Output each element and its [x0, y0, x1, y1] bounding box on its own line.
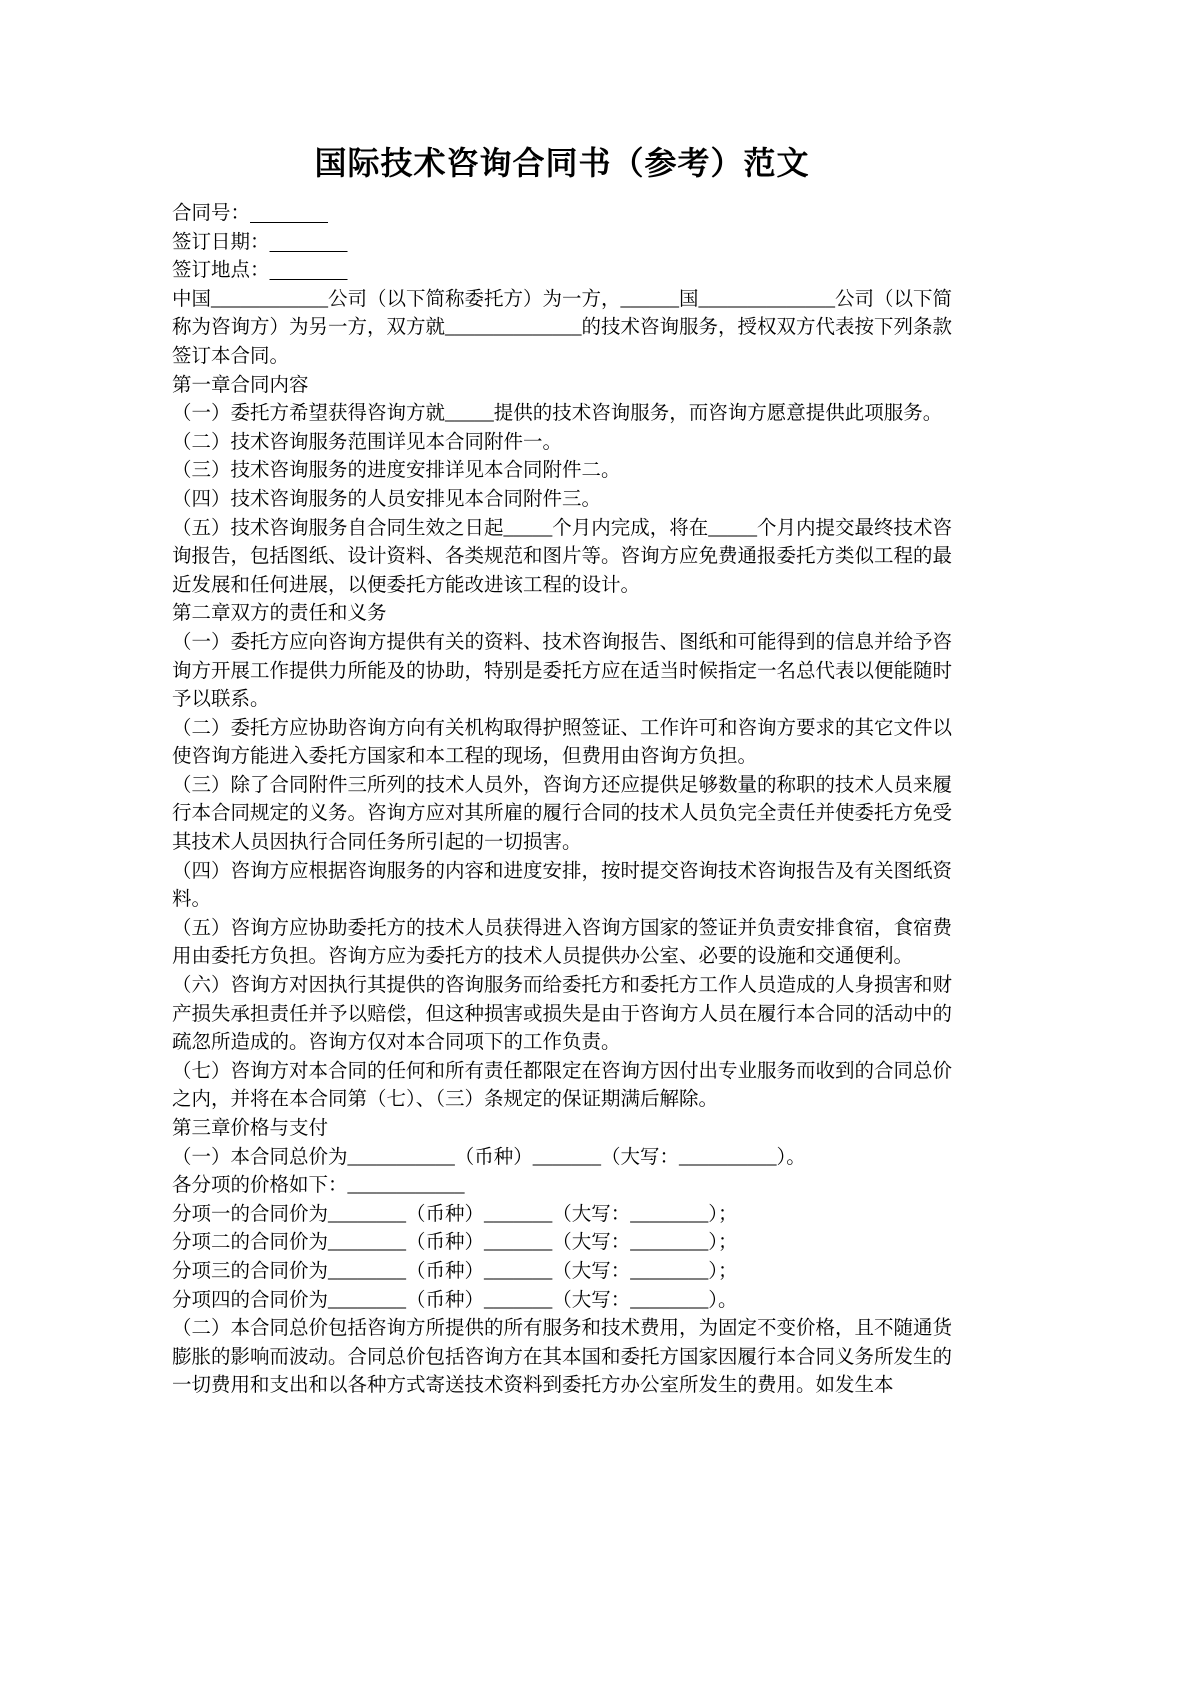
- chapter-1-item-4: （四）技术咨询服务的人员安排见本合同附件三。: [172, 488, 602, 510]
- chapter-3-subitem-1: 分项一的合同价为________（币种）_______（大写：________）；: [172, 1203, 738, 1225]
- chapter-1-item-5: （五）技术咨询服务自合同生效之日起_____个月内完成，将在_____个月内提交最终技术咨询报告，包括图纸、设计资料、各类规范和图片等。咨询方应免费通报委托方类似工程的最近发展和任何进展，以便委托方能改进该工程的设计。: [172, 517, 953, 596]
- chapter-2-item-2: （二）委托方应协助咨询方向有关机构取得护照签证、工作许可和咨询方要求的其它文件以使咨询方能进入委托方国家和本工程的现场，但费用由咨询方负担。: [172, 717, 953, 768]
- chapter-2-item-7: （七）咨询方对本合同的任何和所有责任都限定在咨询方因付出专业服务而收到的合同总价之内，并将在本合同第（七）、（三）条规定的保证期满后解除。: [172, 1060, 953, 1111]
- chapter-1-item-2: （二）技术咨询服务范围详见本合同附件一。: [172, 431, 563, 453]
- chapter-3-subitem-2: 分项二的合同价为________（币种）_______（大写：________）；: [172, 1232, 738, 1254]
- preamble-paragraph: 中国____________公司（以下简称委托方）为一方，______国______________公司（以下简称为咨询方）为另一方，双方就______________的技术咨询服务，授权双方代表按下列条款签订本合同。: [172, 288, 953, 367]
- chapter-2-item-5: （五）咨询方应协助委托方的技术人员获得进入咨询方国家的签证并负责安排食宿，食宿费用由委托方负担。咨询方应为委托方的技术人员提供办公室、必要的设施和交通便利。: [172, 917, 953, 968]
- header-field-sign-date: [172, 229, 952, 258]
- chapter-1-item-1: （一）委托方希望获得咨询方就_____提供的技术咨询服务，而咨询方愿意提供此项服务。: [172, 403, 943, 425]
- chapter-heading-1: 第一章合同内容: [172, 374, 309, 396]
- chapter-2-item-3: （三）除了合同附件三所列的技术人员外，咨询方还应提供足够数量的称职的技术人员来履行本合同规定的义务。咨询方应对其所雇的履行合同的技术人员负完全责任并使委托方免受其技术人员因执行合同任务所引起的一切损害。: [172, 774, 953, 854]
- chapter-heading-2: 第二章双方的责任和义务: [172, 603, 387, 625]
- chapter-3-subitem-4: 分项四的合同价为________（币种）_______（大写：________）。: [172, 1289, 738, 1311]
- chapter-2-item-4: （四）咨询方应根据咨询服务的内容和进度安排，按时提交咨询技术咨询报告及有关图纸资料。: [172, 860, 953, 911]
- chapter-3-item-2: （二）本合同总价包括咨询方所提供的所有服务和技术费用，为固定不变价格，且不随通货膨胀的影响而波动。合同总价包括咨询方在其本国和委托方国家因履行本合同义务所发生的一切费用和支出和以各种方式寄送技术资料到委托方办公室所发生的费用。如发生本: [172, 1318, 953, 1397]
- page-title: 国际技术咨询合同书（参考）范文: [314, 144, 810, 182]
- header-field-sign-place: [172, 257, 952, 286]
- chapter-2-item-6: （六）咨询方对因执行其提供的咨询服务而给委托方和委托方工作人员造成的人身损害和财产损失承担责任并予以赔偿，但这种损害或损失是由于咨询方人员在履行本合同的活动中的疏忽所造成的。咨询方仅对本合同项下的工作负责。: [172, 975, 953, 1054]
- chapter-2-item-1: （一）委托方应向咨询方提供有关的资料、技术咨询报告、图纸和可能得到的信息并给予咨询方开展工作提供力所能及的协助，特别是委托方应在适当时候指定一名总代表以便能随时予以联系。: [172, 631, 953, 711]
- header-field-blank: [270, 232, 348, 253]
- chapter-3-item-1: （一）本合同总价为___________（币种）_______（大写：__________）。: [172, 1146, 806, 1168]
- chapter-3-subitem-3: 分项三的合同价为________（币种）_______（大写：________）；: [172, 1260, 738, 1282]
- header-field-label: 签订日期：: [172, 231, 270, 253]
- header-field-label: 合同号：: [172, 203, 251, 224]
- header-field-blank: [270, 260, 348, 281]
- chapter-3-subitem-intro: 各分项的价格如下：____________: [172, 1175, 465, 1197]
- chapter-1-item-3: （三）技术咨询服务的进度安排详见本合同附件二。: [172, 460, 621, 482]
- chapter-heading-3: 第三章价格与支付: [172, 1118, 329, 1139]
- document-body: [172, 140, 952, 1401]
- header-field-contract-number: [172, 200, 952, 229]
- header-field-label: 签订地点：: [172, 260, 270, 282]
- header-field-blank: [250, 203, 328, 224]
